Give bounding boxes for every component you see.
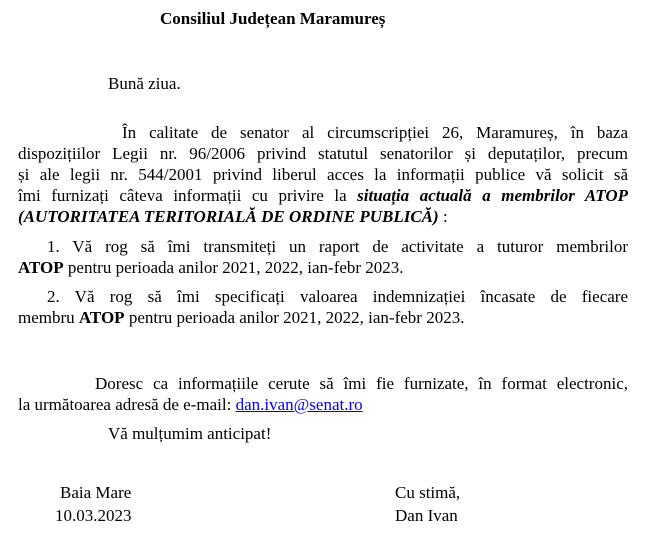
greeting: Bună ziua. [108, 74, 181, 93]
thanks-text: Vă mulțumim anticipat! [108, 424, 272, 443]
item-line [18, 257, 404, 278]
item-text: pentru perioada anilor 2021, 2022, ian-febr 2023. [63, 258, 404, 277]
document-title: Consiliul Județean Maramureș [160, 9, 386, 28]
intro-line [18, 185, 628, 206]
date: 10.03.2023 [55, 506, 132, 525]
salutation: Cu stimă, [395, 483, 461, 502]
intro-line: și ale legii nr. 544/2001 privind liberul acces la informații publice vă solicit să [18, 165, 628, 184]
item-text: membru [18, 308, 79, 327]
intro-line: În calitate de senator al circumscripției 26, Maramureș, în baza [122, 123, 628, 142]
closing-line [18, 394, 363, 415]
intro-line: dispozițiilor Legii nr. 96/2006 privind statutul senatorilor și deputaților, precum [18, 144, 628, 163]
bold-text: ATOP [18, 258, 64, 277]
item-line: 2. Vă rog să îmi specificați valoarea indemnizației încasate de fiecare [47, 287, 628, 306]
item-text: pentru perioada anilor 2021, 2022, ian-febr 2023. [124, 308, 465, 327]
item-line [18, 307, 464, 328]
intro-end: : [438, 207, 448, 226]
closing-text: la următoarea adresă de e-mail: [18, 395, 236, 414]
emphasis-text: (AUTORITATEA TERITORIALĂ DE ORDINE PUBLICĂ) [18, 207, 439, 226]
email-link[interactable]: dan.ivan@senat.ro [235, 395, 363, 414]
place: Baia Mare [60, 483, 132, 502]
closing-line: Doresc ca informațiile cerute să îmi fie furnizate, în format electronic, [95, 374, 628, 393]
emphasis-text: situația actuală a membrilor ATOP [357, 186, 628, 205]
item-line: 1. Vă rog să îmi transmiteți un raport de activitate a tuturor membrilor [47, 237, 628, 256]
intro-line [18, 206, 448, 227]
bold-text: ATOP [78, 308, 125, 327]
intro-text: îmi furnizați câteva informații cu privire la [18, 186, 358, 205]
signatory-name: Dan Ivan [395, 506, 458, 525]
